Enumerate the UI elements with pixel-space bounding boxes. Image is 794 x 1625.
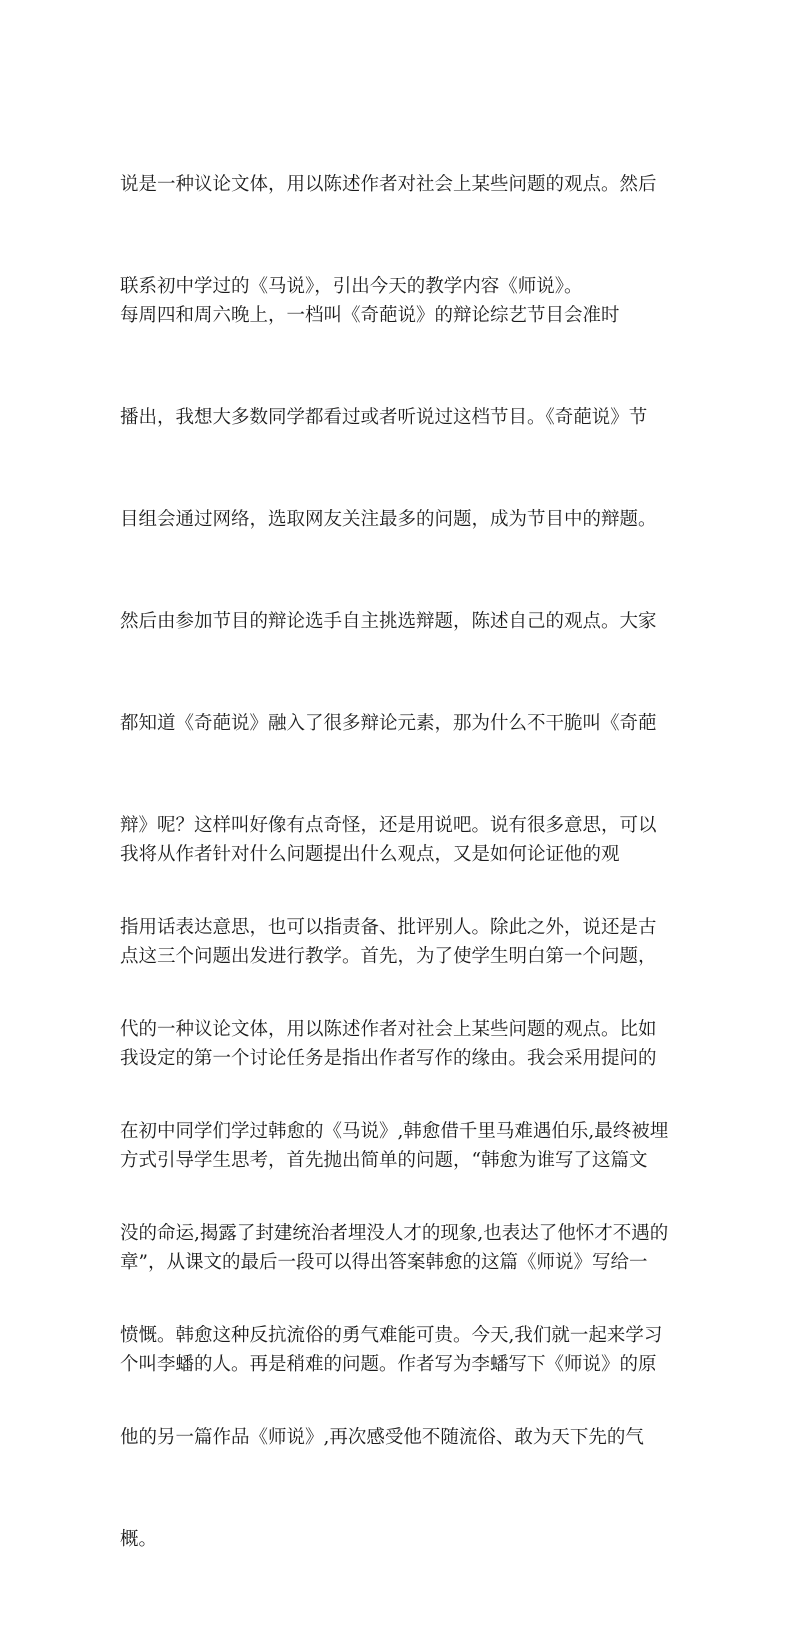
text-line: 然后由参加节目的辩论选手自主挑选辩题，陈述自己的观点。大家 bbox=[120, 611, 657, 632]
text-line: 代的一种议论文体，用以陈述作者对社会上某些问题的观点。比如 bbox=[120, 1019, 657, 1040]
text-line: 指用话表达意思，也可以指责备、批评别人。除此之外，说还是古 bbox=[120, 917, 657, 938]
text-line: 辩》呢？这样叫好像有点奇怪，还是用说吧。说有很多意思，可以 bbox=[120, 815, 657, 836]
text-line: 我设定的第一个讨论任务是指出作者写作的缘由。我会采用提问的 bbox=[120, 1048, 657, 1069]
text-line: 在初中同学们学过韩愈的《马说》,韩愈借千里马难遇伯乐,最终被埋 bbox=[120, 1121, 669, 1142]
text-line: 目组会通过网络，选取网友关注最多的问题，成为节目中的辩题。 bbox=[120, 509, 657, 530]
text-line: 我将从作者针对什么问题提出什么观点，又是如何论证他的观 bbox=[120, 844, 620, 865]
text-line: 章”，从课文的最后一段可以得出答案韩愈的这篇《师说》写给一 bbox=[120, 1252, 648, 1273]
text-line: 没的命运,揭露了封建统治者埋没人才的现象,也表达了他怀才不遇的 bbox=[120, 1223, 669, 1244]
paragraph-3 bbox=[120, 770, 680, 1450]
text-line: 播出，我想大多数同学都看过或者听说过这档节目。《奇葩说》节 bbox=[120, 407, 648, 428]
text-line: 点这三个问题出发进行教学。首先，为了使学生明白第一个问题， bbox=[120, 946, 657, 967]
text-line: 方式引导学生思考，首先抛出简单的问题，“韩愈为谁写了这篇文 bbox=[120, 1150, 648, 1171]
text-line: 概。 bbox=[120, 1529, 158, 1550]
text-line: 愤慨。韩愈这种反抗流俗的勇气难能可贵。今天,我们就一起来学习 bbox=[120, 1325, 663, 1346]
text-line: 都知道《奇葩说》融入了很多辩论元素，那为什么不干脆叫《奇葩 bbox=[120, 713, 657, 734]
text-line: 他的另一篇作品《师说》,再次感受他不随流俗、敢为天下先的气 bbox=[120, 1427, 644, 1448]
text-line: 联系初中学过的《马说》，引出今天的教学内容《师说》。 bbox=[120, 276, 583, 297]
text-line: 个叫李蟠的人。再是稍难的问题。作者写为李蟠写下《师说》的原 bbox=[120, 1354, 657, 1375]
text-line: 每周四和周六晚上，一档叫《奇葩说》的辩论综艺节目会准时 bbox=[120, 305, 620, 326]
text-line: 说是一种议论文体，用以陈述作者对社会上某些问题的观点。然后 bbox=[120, 174, 657, 195]
